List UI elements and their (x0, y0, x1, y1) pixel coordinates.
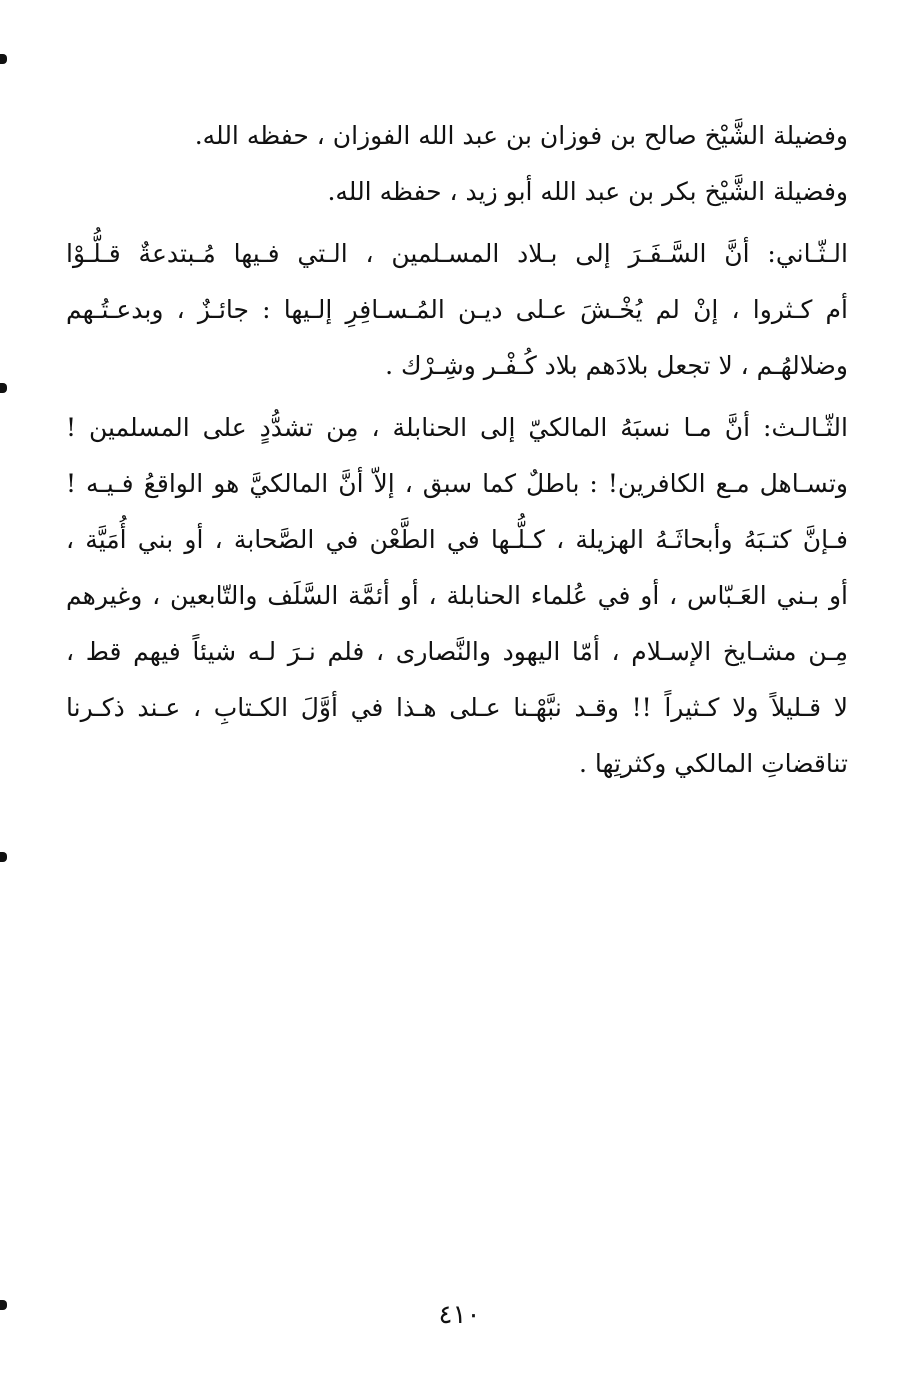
text-line: وضلالهُـم ، لا تجعل بلادَهم بلاد كُـفْـر وشِـرْك . (385, 351, 848, 380)
page-number: ٤١٠ (438, 1300, 481, 1330)
paragraph-2 (66, 164, 848, 220)
scan-edge-mark-3 (0, 852, 7, 862)
paragraph-3 (66, 226, 848, 394)
text-line: لا قـليلاً ولا كـثيراً !! وقـد نبَّهْـنا عـلى هـذا في أوَّلَ الكـتابِ ، عـند ذكـرنا (66, 693, 848, 722)
paragraph-1 (66, 108, 848, 164)
text-line: الـثّـاني: أنَّ السَّـفَـرَ إلى بـلاد المسـلمين ، الـتي فـيها مُـبتدعةٌ قـلُّـوْا (66, 239, 848, 268)
text-line: أم كـثروا ، إنْ لم يُخْـشَ عـلى ديـن المُـسـافِرِ إلـيها : جائـزٌ ، وبدعـتُـهم (66, 295, 848, 324)
text-line: أو بـني العَـبّاس ، أو في عُلماء الحنابلة ، أو أئمَّة السَّلَف والتّابعين ، وغيرهم (66, 581, 848, 610)
scan-edge-mark-2 (0, 383, 7, 393)
text-line: تناقضاتِ المالكي وكثرتِها . (579, 749, 848, 778)
scan-edge-mark-1 (0, 54, 7, 64)
text-line: وتسـاهل مـع الكافرين! : باطلٌ كما سبق ، إلاّ أنَّ المالكيَّ هو الواقعُ فـيـه ! (66, 469, 848, 498)
body-text (66, 108, 848, 792)
text-line: فـإنَّ كتـبَهُ وأبحاثَـهُ الهزيلة ، كـلُّـها في الطَّعْن في الصَّحابة ، أو بني أُمَيَّة ، (66, 525, 848, 554)
paragraph-4 (66, 400, 848, 792)
text-line: مِـن مشـايخ الإسـلام ، أمّا اليهود والنَّصارى ، فلم نـرَ لـه شيئاً فيهم قط ، (66, 637, 848, 666)
text-line: وفضيلة الشَّيْخ صالح بن فوزان بن عبد الله الفوزان ، حفظه الله. (194, 121, 848, 150)
text-line: وفضيلة الشَّيْخ بكر بن عبد الله أبو زيد ، حفظه الله. (327, 177, 848, 206)
text-line: الثّـالـث: أنَّ مـا نسبَهُ المالكيّ إلى الحنابلة ، مِن تشدُّدٍ على المسلمين ! (66, 413, 848, 442)
